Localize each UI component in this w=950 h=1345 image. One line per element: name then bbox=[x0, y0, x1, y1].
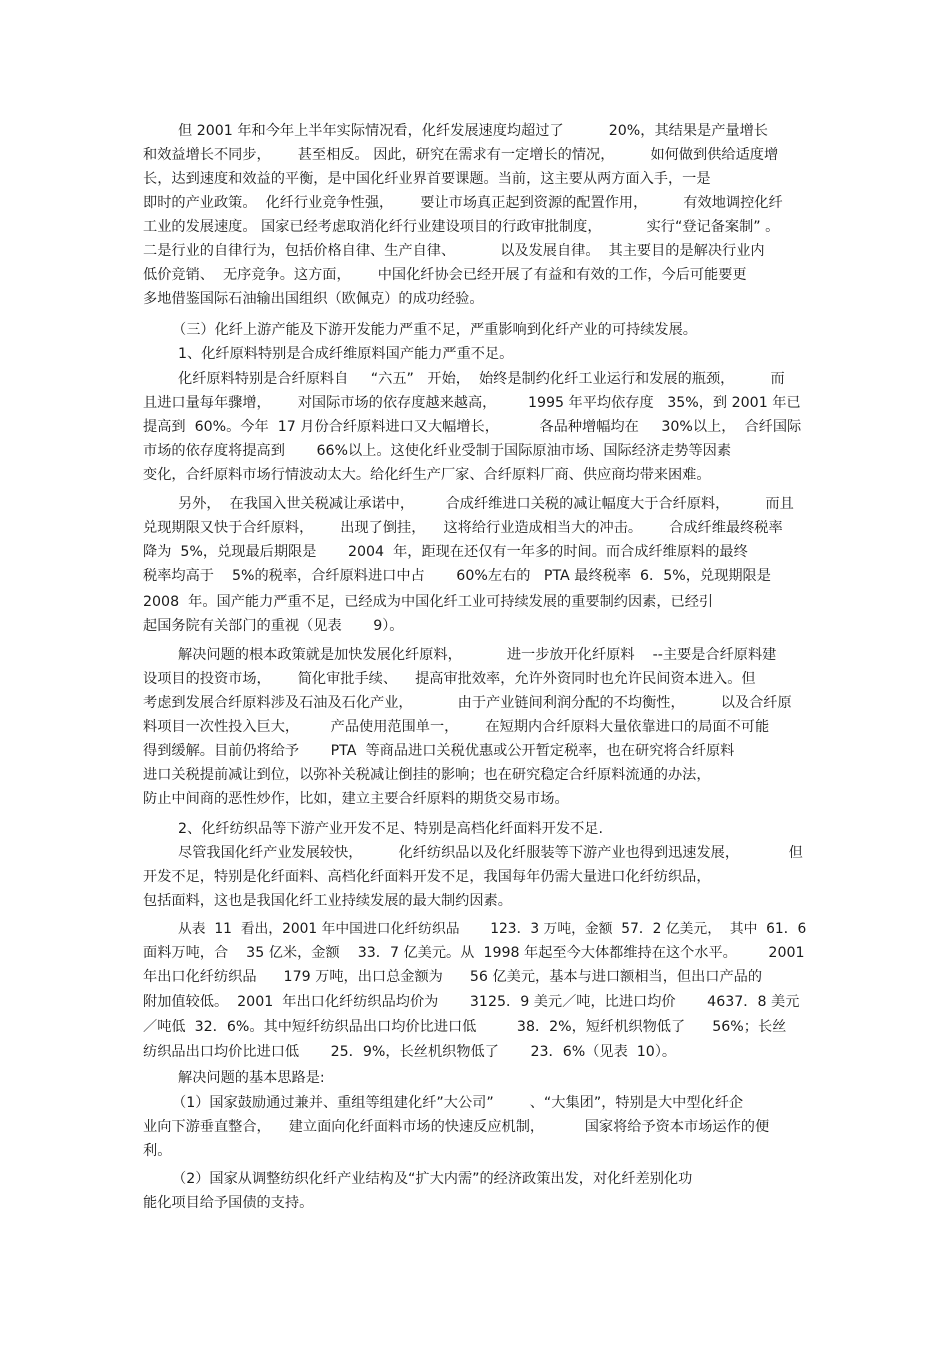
text-line: 料项目一次性投入巨大， 产品使用范围单一， 在短期内合纤原料大量依靠进口的局面不可能 bbox=[143, 719, 770, 735]
text-line: 得到缓解。目前仍将给予 PTA 等商品进口关税优惠或公开暂定税率，也在研究将合纤原料 bbox=[143, 743, 735, 759]
text-line: 兑现期限又快于合纤原料， 出现了倒挂， 这将给行业造成相当大的冲击。 合成纤维最终税率 bbox=[143, 520, 783, 536]
text-line: 和效益增长不同步， 甚至相反。 因此，研究在需求有一定增长的情况， 如何做到供给适度增 bbox=[143, 147, 779, 163]
text-line: 年出口化纤纺织品 179 万吨，出口总金额为 56 亿美元，基本与进口额相当，但出口产品的 bbox=[143, 969, 763, 985]
text-line: 能化项目给予国债的支持。 bbox=[143, 1195, 314, 1211]
text-line: 设项目的投资市场， 简化审批手续、 提高审批效率，允许外资同时也允许民间资本进入。但 bbox=[143, 671, 756, 687]
text-line: 从表 11 看出，2001 年中国进口化纤纺织品 123．3 万吨，金额 57．2 亿美元， 其中 61．6 bbox=[178, 921, 807, 937]
text-line: 包括面料，这也是我国化纤工业持续发展的最大制约因素。 bbox=[143, 893, 512, 909]
text-line: 纺织品出口均价比进口低 25．9%，长丝机织物低了 23．6%（见表 10）。 bbox=[143, 1044, 677, 1060]
list-item: （1）国家鼓励通过兼并、重组等组建化纤”大公司” 、“大集团”，特别是大中型化纤企 bbox=[172, 1095, 744, 1111]
section-heading: （三）化纤上游产能及下游开发能力严重不足，严重影响到化纤产业的可持续发展。 bbox=[172, 322, 697, 338]
text-line: 开发不足，特别是化纤面料、高档化纤面料开发不足，我国每年仍需大量进口化纤纺织品， bbox=[143, 869, 711, 885]
text-line: 尽管我国化纤产业发展较快， 化纤纺织品以及化纤服装等下游产业也得到迅速发展， 但 bbox=[178, 845, 803, 861]
text-line: 化纤原料特别是合纤原料自 “六五” 开始， 始终是制约化纤工业运行和发展的瓶颈， 而 bbox=[178, 371, 785, 387]
text-line: 降为 5%，兑现最后期限是 2004 年，距现在还仅有一年多的时间。而合成纤维原料的最终 bbox=[143, 544, 748, 560]
text-line: 2008 年。国产能力严重不足，已经成为中国化纤工业可持续发展的重要制约因素，已经引 bbox=[143, 594, 714, 610]
text-line: ／吨低 32．6%。其中短纤纺织品出口均价比进口低 38．2%，短纤机织物低了 56%；长丝 bbox=[143, 1019, 787, 1035]
text-line: 长，达到速度和效益的平衡，是中国化纤业界首要课题。当前，这主要从两方面入手，一是 bbox=[143, 171, 711, 187]
text-line: 工业的发展速度。 国家已经考虑取消化纤行业建设项目的行政审批制度， 实行“登记备案制” 。 bbox=[143, 219, 780, 235]
text-line: 二是行业的自律行为，包括价格自律、生产自律、 以及发展自律。 其主要目的是解决行业内 bbox=[143, 243, 765, 259]
text-line: 变化，合纤原料市场行情波动太大。给化纤生产厂家、合纤原料厂商、供应商均带来困难。 bbox=[143, 467, 711, 483]
subsection-heading: 1、化纤原料特别是合成纤维原料国产能力严重不足。 bbox=[178, 346, 514, 362]
text-line: 低价竞销、 无序竞争。这方面， 中国化纤协会已经开展了有益和有效的工作，今后可能要更 bbox=[143, 267, 747, 283]
text-line: 防止中间商的恶性炒作，比如，建立主要合纤原料的期货交易市场。 bbox=[143, 791, 569, 807]
text-line: 市场的依存度将提高到 66%以上。这使化纤业受制于国际原油市场、国际经济走势等因素 bbox=[143, 443, 732, 459]
text-line: 解决问题的根本政策就是加快发展化纤原料， 进一步放开化纤原料 --主要是合纤原料建 bbox=[178, 647, 777, 663]
text-line: 进口关税提前减让到位，以弥补关税减让倒挂的影响；也在研究稳定合纤原料流通的办法， bbox=[143, 767, 711, 783]
text-line: 解决问题的基本思路是: bbox=[178, 1070, 325, 1086]
text-line: 税率均高于 5%的税率，合纤原料进口中占 60%左右的 PTA 最终税率 6．5%，兑现期限是 bbox=[143, 568, 771, 584]
text-line: 面料万吨，合 35 亿米，金额 33．7 亿美元。从 1998 年起至今大体都维持在这个水平。 2001 bbox=[143, 945, 805, 961]
text-line: 业向下游垂直整合， 建立面向化纤面料市场的快速反应机制， 国家将给予资本市场运作的便 bbox=[143, 1119, 770, 1135]
text-line: 且进口量每年骤增， 对国际市场的依存度越来越高， 1995 年平均依存度 35%，到 2001 年已 bbox=[143, 395, 801, 411]
text-line: 附加值较低。 2001 年出口化纤纺织品均价为 3125．9 美元／吨，比进口均价 4637．8 美元 bbox=[143, 994, 800, 1010]
text-line: 多地借鉴国际石油输出国组织（欧佩克）的成功经验。 bbox=[143, 291, 484, 307]
text-line: 起国务院有关部门的重视（见表 9）。 bbox=[143, 618, 404, 634]
text-line: 提高到 60%。今年 17 月份合纤原料进口又大幅增长， 各品种增幅均在 30%以上， 合纤国际 bbox=[143, 419, 802, 435]
text-line: 即时的产业政策。 化纤行业竞争性强， 要让市场真正起到资源的配置作用， 有效地调控化纤 bbox=[143, 195, 783, 211]
text-line: 考虑到发展合纤原料涉及石油及石化产业， 由于产业链间利润分配的不均衡性， 以及合纤原 bbox=[143, 695, 792, 711]
list-item: （2）国家从调整纺织化纤产业结构及“扩大内需”的经济政策出发，对化纤差别化功 bbox=[172, 1171, 693, 1187]
text-line: 利。 bbox=[143, 1143, 172, 1159]
text-line: 另外， 在我国入世关税减让承诺中， 合成纤维进口关税的减让幅度大于合纤原料， 而且 bbox=[178, 496, 794, 512]
text-line: 但 2001 年和今年上半年实际情况看，化纤发展速度均超过了 20%，其结果是产量增长 bbox=[178, 123, 768, 139]
subsection-heading: 2、化纤纺织品等下游产业开发不足、特别是高档化纤面料开发不足. bbox=[178, 821, 603, 837]
